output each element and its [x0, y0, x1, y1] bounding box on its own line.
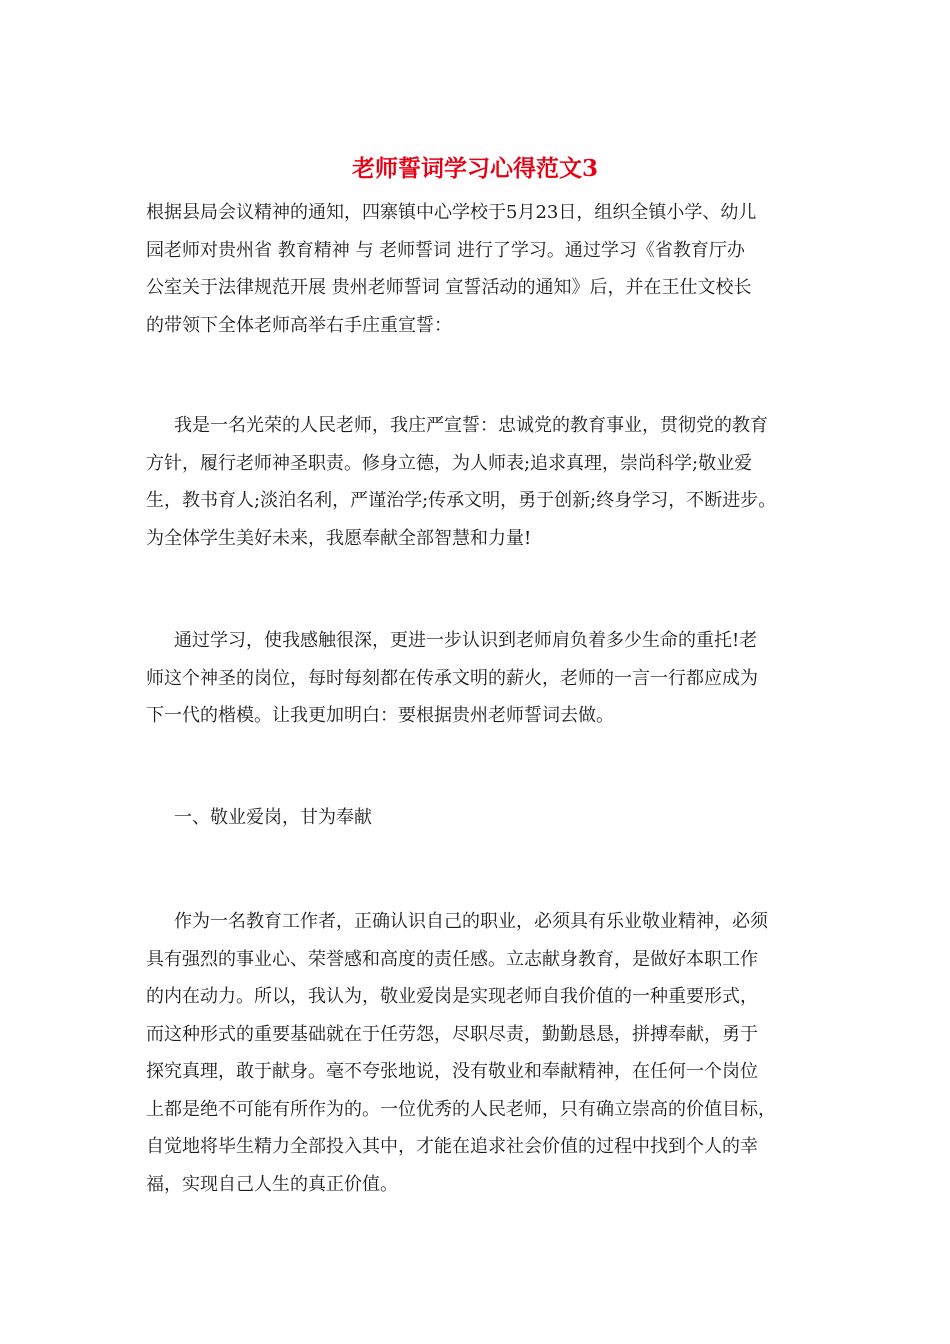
paragraph-line: 方针，履行老师神圣职责。修身立德，为人师表;追求真理，崇尚科学;敬业爱: [146, 452, 753, 474]
paragraph-line: 上都是绝不可能有所作为的。一位优秀的人民老师，只有确立崇高的价值目标，: [146, 1098, 776, 1120]
section-heading-text: 一、敬业爱岗，甘为奉献: [174, 807, 372, 828]
paragraph-line: 自觉地将毕生精力全部投入其中，才能在追求社会价值的过程中找到个人的幸: [146, 1136, 758, 1157]
paragraph-line: 根据县局会议精神的通知，四寨镇中心学校于5月23日，组织全镇小学、幼儿: [146, 202, 757, 223]
paragraph-line: 生，教书育人;淡泊名利，严谨治学;传承文明，勇于创新;终身学习，不断进步。: [146, 490, 777, 511]
paragraph-dedication: [146, 903, 776, 1203]
paragraph-line: 探究真理，敢于献身。毫不夸张地说，没有敬业和奉献精神，在任何一个岗位: [146, 1061, 758, 1082]
section-heading-1: [146, 799, 372, 837]
paragraph-reflection: [146, 622, 758, 735]
paragraph-line: 具有强烈的事业心、荣誉感和高度的责任感。立志献身教育，是做好本职工作: [146, 948, 758, 970]
paragraph-line: 的带领下全体老师高举右手庄重宣誓：: [146, 314, 452, 336]
paragraph-line: 为全体学生美好未来，我愿奉献全部智慧和力量!: [146, 527, 532, 549]
paragraph-line: 福，实现自己人生的真正价值。: [146, 1173, 398, 1195]
paragraph-line: 通过学习，使我感触很深，更进一步认识到老师肩负着多少生命的重托!老: [174, 630, 758, 651]
paragraph-line: 作为一名教育工作者，正确认识自己的职业，必须具有乐业敬业精神，必须: [174, 911, 768, 932]
paragraph-line: 公室关于法律规范开展 贵州老师誓词 宣誓活动的通知》后，并在王仕文校长: [146, 277, 752, 298]
paragraph-line: 师这个神圣的岗位，每时每刻都在传承文明的薪火，老师的一言一行都应成为: [146, 667, 758, 689]
paragraph-oath: [146, 407, 776, 557]
paragraph-line: 的内在动力。所以，我认为，敬业爱岗是实现老师自我价值的一种重要形式，: [146, 986, 758, 1007]
paragraph-intro: [146, 194, 756, 344]
paragraph-line: 下一代的楷模。让我更加明白：要根据贵州老师誓词去做。: [146, 705, 614, 726]
paragraph-line: 我是一名光荣的人民老师，我庄严宣誓：忠诚党的教育事业，贯彻党的教育: [174, 415, 768, 436]
document-title: 老师誓词学习心得范文3: [351, 155, 598, 182]
paragraph-line: 园老师对贵州省 教育精神 与 老师誓词 进行了学习。通过学习《省教育厅办: [146, 239, 745, 261]
paragraph-line: 而这种形式的重要基础就在于任劳怨，尽职尽责，勤勤恳恳，拼搏奉献，勇于: [146, 1023, 758, 1045]
